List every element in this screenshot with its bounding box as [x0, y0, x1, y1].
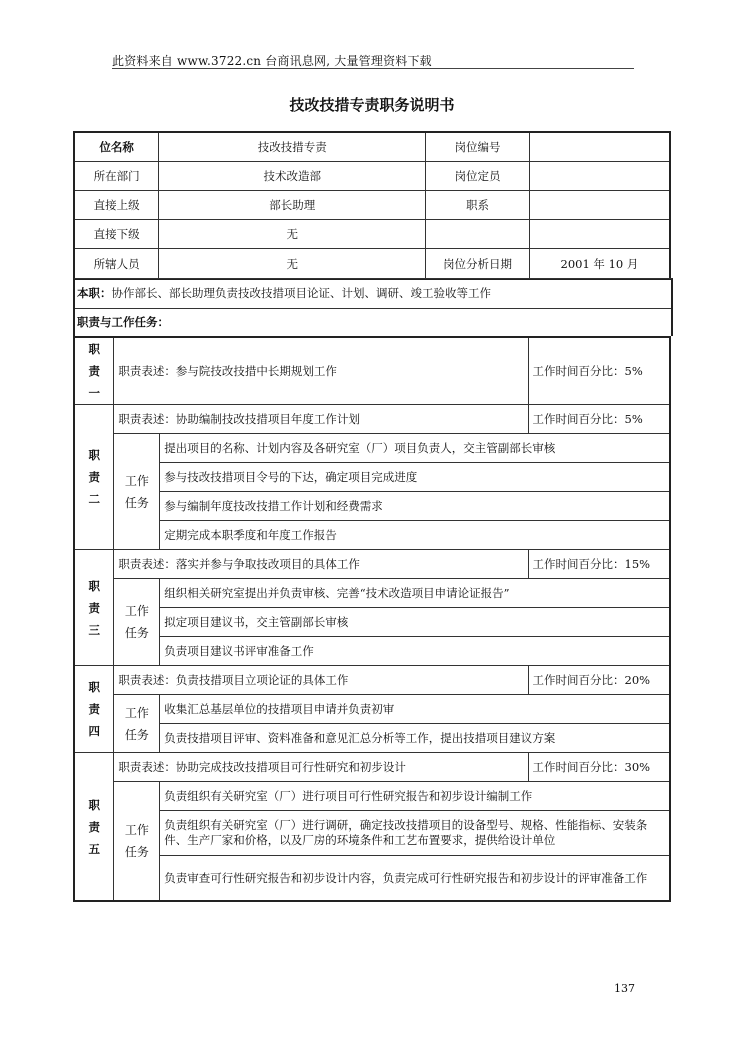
task-item: 参与编制年度技改技措工作计划和经费需求 [160, 492, 670, 521]
table-row [74, 521, 670, 550]
post-number-label: 岗位编号 [426, 132, 530, 162]
table-row [74, 191, 670, 220]
table-row [74, 856, 670, 902]
analysis-date-value: 2001 年 10 月 [529, 249, 670, 280]
work-task-label [114, 434, 160, 550]
duties-table [73, 336, 671, 902]
table-row [74, 608, 670, 637]
table-row [74, 492, 670, 521]
work-task-label [114, 579, 160, 666]
headcount-value [529, 162, 670, 191]
duty-label [74, 666, 114, 753]
table-row [74, 337, 670, 405]
source-header: 此资料来自 www.3722.cn 台商讯息网, 大量管理资料下载 [112, 54, 432, 68]
duty-time-percent: 工作时间百分比：15% [528, 550, 670, 579]
table-row [74, 550, 670, 579]
main-duty-row [73, 278, 673, 309]
duty-description: 职责表述：负责技措项目立项论证的具体工作 [114, 666, 528, 695]
job-series-label: 职系 [426, 191, 530, 220]
duty-description: 职责表述：协助编制技改技措项目年度工作计划 [114, 405, 528, 434]
duty-label-text: 职责四 [88, 680, 100, 738]
table-row [74, 405, 670, 434]
position-name-label: 位名称 [74, 132, 159, 162]
duty-description: 职责表述：落实并参与争取技改项目的具体工作 [114, 550, 528, 579]
task-item: 负责组织有关研究室（厂）进行调研，确定技改技措项目的设备型号、规格、性能指标、安装条件、生产厂家和价格，以及厂房的环境条件和工艺布置要求，提供给设计单位 [160, 811, 670, 856]
table-row [74, 434, 670, 463]
position-info-table [73, 131, 671, 280]
work-task-label [114, 782, 160, 902]
managed-staff-label: 所辖人员 [74, 249, 159, 280]
duty-description: 职责表述：参与院技改技措中长期规划工作 [114, 337, 528, 405]
work-task-label-text: 工作任务 [124, 705, 149, 742]
header-rule [112, 68, 634, 69]
table-row [74, 220, 670, 249]
page-number: 137 [614, 982, 635, 995]
task-item: 负责审查可行性研究报告和初步设计内容，负责完成可行性研究报告和初步设计的评审准备工作 [160, 856, 670, 902]
duty-label-text: 职责二 [88, 448, 100, 506]
duty-label-text: 职责五 [88, 797, 100, 856]
duty-label [74, 753, 114, 902]
work-task-label-text: 工作任务 [124, 823, 149, 859]
task-item: 定期完成本职季度和年度工作报告 [160, 521, 670, 550]
table-row [74, 811, 670, 856]
table-row [74, 162, 670, 191]
main-duty-label: 本职： [77, 286, 112, 300]
duty-time-percent: 工作时间百分比：5% [528, 405, 670, 434]
table-row [74, 132, 670, 162]
headcount-label: 岗位定员 [426, 162, 530, 191]
table-row [74, 753, 670, 782]
table-row [74, 637, 670, 666]
duty-label [74, 337, 114, 405]
table-row [74, 695, 670, 724]
task-item: 提出项目的名称、计划内容及各研究室（厂）项目负责人，交主管副部长审核 [160, 434, 670, 463]
work-task-label-text: 工作任务 [124, 473, 149, 510]
duty-time-percent: 工作时间百分比：20% [528, 666, 670, 695]
duty-label-text: 职责三 [88, 578, 100, 637]
superior-value: 部长助理 [159, 191, 426, 220]
main-duty-text: 协作部长、部长助理负责技改技措项目论证、计划、调研、竣工验收等工作 [111, 286, 491, 300]
work-task-label-text: 工作任务 [124, 604, 149, 640]
superior-label: 直接上级 [74, 191, 159, 220]
document-title: 技改技措专责职务说明书 [289, 96, 455, 114]
table-row [74, 724, 670, 753]
table-row [74, 579, 670, 608]
task-item: 参与技改技措项目令号的下达，确定项目完成进度 [160, 463, 670, 492]
duty-label-text: 职责一 [88, 342, 100, 400]
duty-label [74, 405, 114, 550]
table-row [74, 463, 670, 492]
empty-cell [426, 220, 530, 249]
managed-staff-value: 无 [159, 249, 426, 280]
subordinate-value: 无 [159, 220, 426, 249]
task-item: 拟定项目建议书，交主管副部长审核 [160, 608, 670, 637]
table-row [74, 666, 670, 695]
empty-cell [529, 220, 670, 249]
work-task-label [114, 695, 160, 753]
position-name-value: 技改技措专责 [159, 132, 426, 162]
duty-time-percent: 工作时间百分比：5% [528, 337, 670, 405]
job-series-value [529, 191, 670, 220]
task-item: 组织相关研究室提出并负责审核、完善“技术改造项目申请论证报告” [160, 579, 670, 608]
task-item: 负责项目建议书评审准备工作 [160, 637, 670, 666]
table-row [74, 782, 670, 811]
department-label: 所在部门 [74, 162, 159, 191]
table-row [74, 249, 670, 280]
department-value: 技术改造部 [159, 162, 426, 191]
duty-description: 职责表述：协助完成技改技措项目可行性研究和初步设计 [114, 753, 528, 782]
subordinate-label: 直接下级 [74, 220, 159, 249]
post-number-value [529, 132, 670, 162]
analysis-date-label: 岗位分析日期 [426, 249, 530, 280]
duty-label [74, 550, 114, 666]
task-item: 负责组织有关研究室（厂）进行项目可行性研究报告和初步设计编制工作 [160, 782, 670, 811]
duties-heading: 职责与工作任务： [73, 308, 673, 336]
task-item: 负责技措项目评审、资料准备和意见汇总分析等工作，提出技措项目建议方案 [160, 724, 670, 753]
duty-time-percent: 工作时间百分比：30% [528, 753, 670, 782]
task-item: 收集汇总基层单位的技措项目申请并负责初审 [160, 695, 670, 724]
